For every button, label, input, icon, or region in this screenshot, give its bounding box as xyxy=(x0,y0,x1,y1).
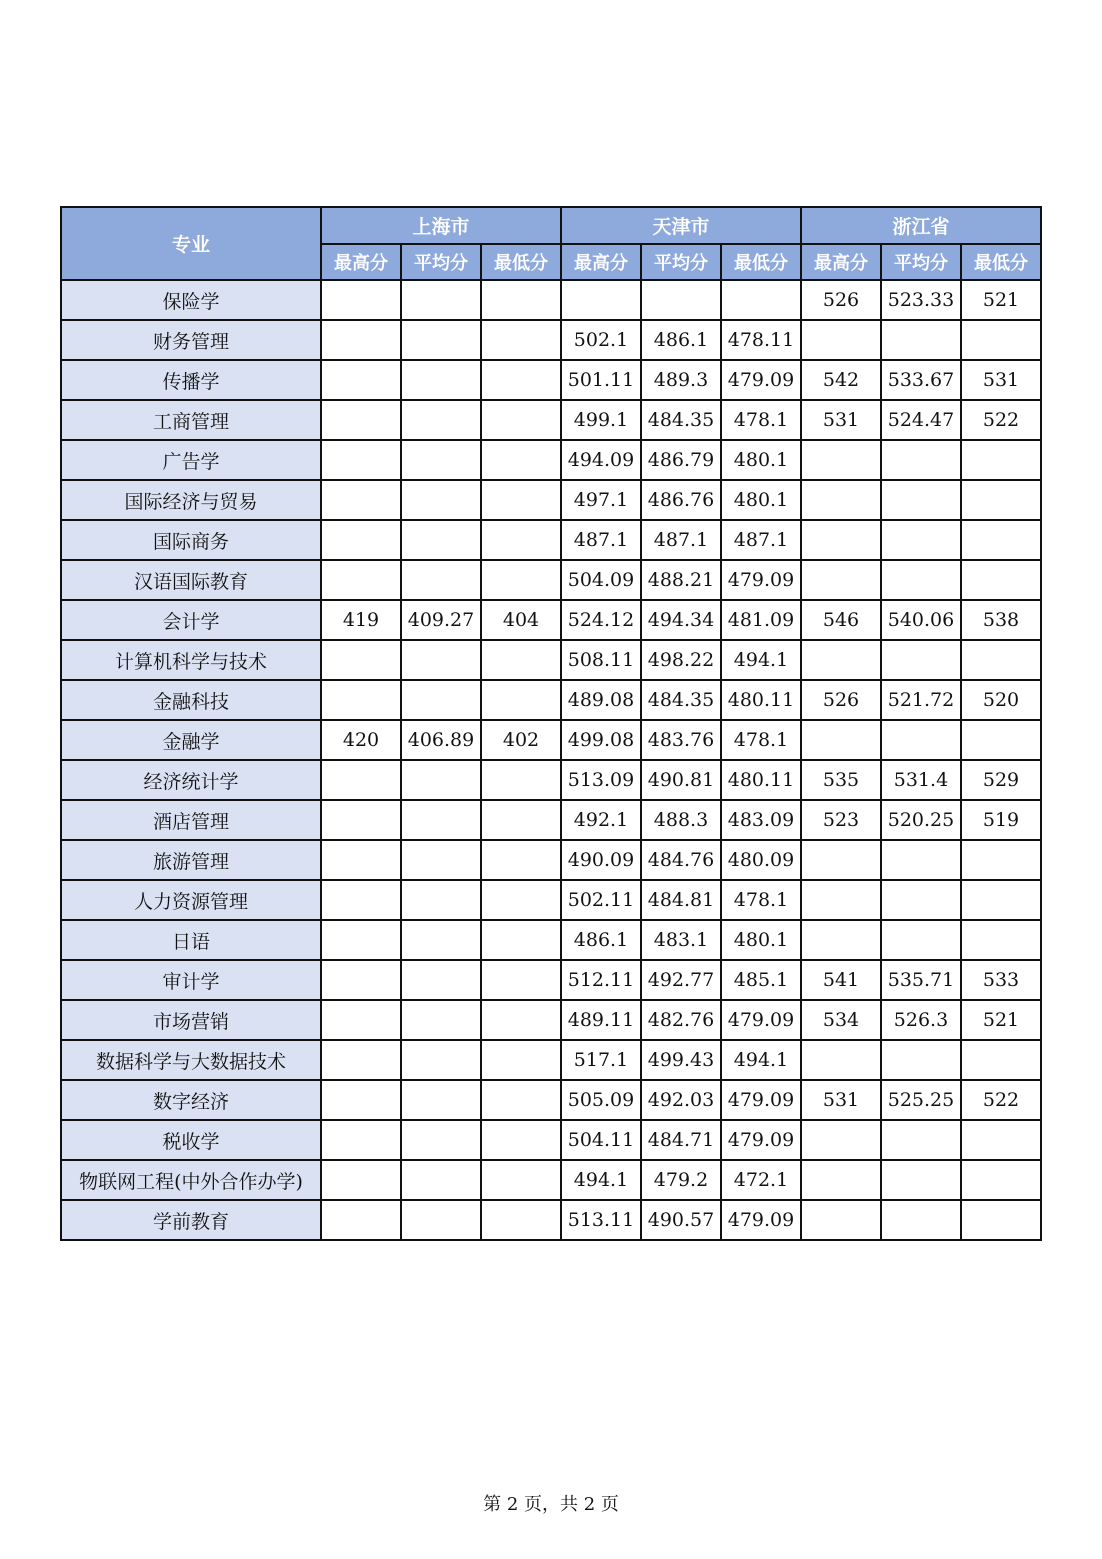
score-cell xyxy=(321,920,401,960)
score-cell: 526.3 xyxy=(881,1000,961,1040)
score-cell: 486.79 xyxy=(641,440,721,480)
major-name-cell: 国际经济与贸易 xyxy=(61,480,321,520)
score-cell: 522 xyxy=(961,1080,1041,1120)
score-cell: 488.21 xyxy=(641,560,721,600)
score-cell xyxy=(961,1200,1041,1240)
score-cell: 478.1 xyxy=(721,400,801,440)
score-cell xyxy=(481,800,561,840)
score-cell: 546 xyxy=(801,600,881,640)
score-cell: 531 xyxy=(961,360,1041,400)
score-cell: 540.06 xyxy=(881,600,961,640)
score-cell: 526 xyxy=(801,280,881,320)
score-cell xyxy=(881,480,961,520)
score-cell xyxy=(481,1000,561,1040)
score-cell xyxy=(801,720,881,760)
score-cell xyxy=(881,440,961,480)
score-cell xyxy=(401,640,481,680)
score-cell: 402 xyxy=(481,720,561,760)
page-footer: 第 2 页，共 2 页 xyxy=(483,1494,619,1515)
score-cell xyxy=(721,280,801,320)
score-cell xyxy=(801,880,881,920)
score-cell xyxy=(801,520,881,560)
score-cell xyxy=(401,1160,481,1200)
score-cell: 521 xyxy=(961,280,1041,320)
score-cell xyxy=(321,680,401,720)
score-cell xyxy=(961,480,1041,520)
table-row xyxy=(61,800,1041,840)
table-row xyxy=(61,440,1041,480)
major-name-cell: 国际商务 xyxy=(61,520,321,560)
major-name-cell: 日语 xyxy=(61,920,321,960)
subheader-min: 最低分 xyxy=(481,244,561,280)
score-cell xyxy=(881,520,961,560)
score-cell xyxy=(401,320,481,360)
major-name-cell: 广告学 xyxy=(61,440,321,480)
score-cell xyxy=(321,1200,401,1240)
score-cell: 520.25 xyxy=(881,800,961,840)
score-cell xyxy=(561,280,641,320)
table-row xyxy=(61,360,1041,400)
score-cell: 489.08 xyxy=(561,680,641,720)
score-cell xyxy=(321,1120,401,1160)
major-name-cell: 市场营销 xyxy=(61,1000,321,1040)
score-cell: 497.1 xyxy=(561,480,641,520)
score-cell: 489.3 xyxy=(641,360,721,400)
score-cell: 488.3 xyxy=(641,800,721,840)
score-cell xyxy=(401,920,481,960)
table-row xyxy=(61,1000,1041,1040)
score-cell: 535.71 xyxy=(881,960,961,1000)
score-cell: 531 xyxy=(801,1080,881,1120)
score-cell xyxy=(881,320,961,360)
table-row xyxy=(61,1200,1041,1240)
score-cell: 499.43 xyxy=(641,1040,721,1080)
table-row xyxy=(61,920,1041,960)
score-cell xyxy=(481,920,561,960)
score-cell: 494.1 xyxy=(721,640,801,680)
score-cell xyxy=(321,400,401,440)
table-row xyxy=(61,280,1041,320)
major-name-cell: 学前教育 xyxy=(61,1200,321,1240)
table-row xyxy=(61,1040,1041,1080)
major-name-cell: 税收学 xyxy=(61,1120,321,1160)
score-cell: 513.09 xyxy=(561,760,641,800)
score-cell xyxy=(321,800,401,840)
region-header-tianjin: 天津市 xyxy=(561,207,801,244)
table-row xyxy=(61,520,1041,560)
score-cell: 478.11 xyxy=(721,320,801,360)
score-cell: 531 xyxy=(801,400,881,440)
subheader-avg: 平均分 xyxy=(401,244,481,280)
major-name-cell: 金融学 xyxy=(61,720,321,760)
score-cell: 480.1 xyxy=(721,480,801,520)
score-cell: 525.25 xyxy=(881,1080,961,1120)
table-row xyxy=(61,480,1041,520)
score-cell xyxy=(801,1200,881,1240)
score-cell: 492.03 xyxy=(641,1080,721,1120)
subheader-max: 最高分 xyxy=(801,244,881,280)
score-cell xyxy=(321,560,401,600)
score-cell xyxy=(641,280,721,320)
score-cell xyxy=(881,1120,961,1160)
score-cell xyxy=(881,640,961,680)
score-cell: 485.1 xyxy=(721,960,801,1000)
score-cell xyxy=(481,480,561,520)
score-cell xyxy=(321,440,401,480)
score-cell: 533 xyxy=(961,960,1041,1000)
score-cell xyxy=(481,1120,561,1160)
score-cell: 483.1 xyxy=(641,920,721,960)
score-table xyxy=(60,206,1042,1241)
score-cell: 524.47 xyxy=(881,400,961,440)
score-cell: 472.1 xyxy=(721,1160,801,1200)
score-cell: 484.71 xyxy=(641,1120,721,1160)
score-cell: 534 xyxy=(801,1000,881,1040)
score-cell xyxy=(961,520,1041,560)
score-cell xyxy=(321,640,401,680)
score-cell: 409.27 xyxy=(401,600,481,640)
score-cell xyxy=(401,400,481,440)
score-cell: 484.35 xyxy=(641,400,721,440)
score-cell xyxy=(961,880,1041,920)
score-cell xyxy=(401,1080,481,1120)
score-cell xyxy=(481,520,561,560)
table-row xyxy=(61,400,1041,440)
score-cell: 478.1 xyxy=(721,880,801,920)
score-cell xyxy=(401,440,481,480)
score-cell xyxy=(481,1160,561,1200)
score-cell xyxy=(961,640,1041,680)
score-cell: 541 xyxy=(801,960,881,1000)
score-cell xyxy=(961,840,1041,880)
score-cell xyxy=(401,840,481,880)
score-cell: 494.1 xyxy=(721,1040,801,1080)
score-cell: 533.67 xyxy=(881,360,961,400)
score-cell: 484.76 xyxy=(641,840,721,880)
score-cell: 406.89 xyxy=(401,720,481,760)
score-cell xyxy=(321,480,401,520)
score-cell xyxy=(481,880,561,920)
major-name-cell: 工商管理 xyxy=(61,400,321,440)
score-cell: 524.12 xyxy=(561,600,641,640)
major-name-cell: 财务管理 xyxy=(61,320,321,360)
subheader-avg: 平均分 xyxy=(641,244,721,280)
subheader-min: 最低分 xyxy=(721,244,801,280)
score-cell: 529 xyxy=(961,760,1041,800)
score-cell: 479.09 xyxy=(721,560,801,600)
score-cell xyxy=(801,640,881,680)
table-row xyxy=(61,320,1041,360)
score-cell xyxy=(321,960,401,1000)
score-cell: 499.08 xyxy=(561,720,641,760)
major-name-cell: 会计学 xyxy=(61,600,321,640)
major-name-cell: 酒店管理 xyxy=(61,800,321,840)
score-cell: 479.09 xyxy=(721,360,801,400)
score-cell: 494.1 xyxy=(561,1160,641,1200)
score-cell: 487.1 xyxy=(641,520,721,560)
score-cell: 479.09 xyxy=(721,1080,801,1120)
score-cell: 480.11 xyxy=(721,680,801,720)
score-cell xyxy=(481,1200,561,1240)
score-cell xyxy=(481,560,561,600)
subheader-min: 最低分 xyxy=(961,244,1041,280)
table-row xyxy=(61,760,1041,800)
score-cell xyxy=(801,920,881,960)
score-cell: 483.09 xyxy=(721,800,801,840)
score-cell: 483.76 xyxy=(641,720,721,760)
score-cell: 479.09 xyxy=(721,1200,801,1240)
score-cell: 484.81 xyxy=(641,880,721,920)
table-row xyxy=(61,680,1041,720)
score-cell xyxy=(481,320,561,360)
score-cell xyxy=(321,760,401,800)
major-name-cell: 旅游管理 xyxy=(61,840,321,880)
score-cell: 521.72 xyxy=(881,680,961,720)
score-cell xyxy=(961,560,1041,600)
score-cell xyxy=(321,880,401,920)
score-cell: 501.11 xyxy=(561,360,641,400)
score-cell: 520 xyxy=(961,680,1041,720)
score-cell: 523.33 xyxy=(881,280,961,320)
subheader-max: 最高分 xyxy=(561,244,641,280)
score-cell xyxy=(801,1120,881,1160)
score-cell: 487.1 xyxy=(721,520,801,560)
table-row xyxy=(61,1160,1041,1200)
score-cell xyxy=(481,760,561,800)
score-cell xyxy=(481,400,561,440)
score-cell xyxy=(801,440,881,480)
score-cell: 535 xyxy=(801,760,881,800)
score-cell xyxy=(481,1040,561,1080)
score-cell xyxy=(321,1160,401,1200)
score-cell xyxy=(401,1120,481,1160)
score-cell: 404 xyxy=(481,600,561,640)
score-cell: 498.22 xyxy=(641,640,721,680)
subheader-avg: 平均分 xyxy=(881,244,961,280)
score-cell: 521 xyxy=(961,1000,1041,1040)
score-cell: 480.09 xyxy=(721,840,801,880)
score-cell xyxy=(321,1000,401,1040)
score-cell xyxy=(801,840,881,880)
score-cell: 479.2 xyxy=(641,1160,721,1200)
score-cell: 494.09 xyxy=(561,440,641,480)
score-cell: 480.1 xyxy=(721,920,801,960)
score-cell: 420 xyxy=(321,720,401,760)
score-cell: 484.35 xyxy=(641,680,721,720)
score-cell: 502.1 xyxy=(561,320,641,360)
major-name-cell: 计算机科学与技术 xyxy=(61,640,321,680)
region-header-shanghai: 上海市 xyxy=(321,207,561,244)
score-cell xyxy=(321,520,401,560)
major-name-cell: 经济统计学 xyxy=(61,760,321,800)
score-cell xyxy=(321,320,401,360)
score-cell xyxy=(401,1040,481,1080)
score-cell xyxy=(881,1200,961,1240)
score-cell: 512.11 xyxy=(561,960,641,1000)
score-cell xyxy=(401,1200,481,1240)
score-cell: 490.81 xyxy=(641,760,721,800)
table-row xyxy=(61,720,1041,760)
header-row-regions xyxy=(61,207,1041,244)
major-name-cell: 人力资源管理 xyxy=(61,880,321,920)
score-cell: 479.09 xyxy=(721,1000,801,1040)
major-name-cell: 数字经济 xyxy=(61,1080,321,1120)
score-cell: 519 xyxy=(961,800,1041,840)
score-cell: 502.11 xyxy=(561,880,641,920)
score-cell xyxy=(801,480,881,520)
score-cell: 489.11 xyxy=(561,1000,641,1040)
score-cell: 490.09 xyxy=(561,840,641,880)
score-cell: 542 xyxy=(801,360,881,400)
score-cell xyxy=(881,920,961,960)
score-cell: 494.34 xyxy=(641,600,721,640)
score-cell xyxy=(321,1040,401,1080)
score-cell xyxy=(321,1080,401,1120)
score-cell xyxy=(401,800,481,840)
score-cell xyxy=(481,640,561,680)
score-cell xyxy=(961,320,1041,360)
score-cell: 504.09 xyxy=(561,560,641,600)
score-cell xyxy=(881,1040,961,1080)
table-row xyxy=(61,840,1041,880)
score-cell: 538 xyxy=(961,600,1041,640)
score-cell xyxy=(881,840,961,880)
score-cell xyxy=(961,920,1041,960)
score-cell xyxy=(961,1160,1041,1200)
score-cell xyxy=(801,1040,881,1080)
score-cell xyxy=(401,960,481,1000)
score-cell: 492.1 xyxy=(561,800,641,840)
score-cell xyxy=(481,960,561,1000)
score-cell xyxy=(881,1160,961,1200)
score-cell xyxy=(401,480,481,520)
score-cell: 490.57 xyxy=(641,1200,721,1240)
score-cell xyxy=(401,760,481,800)
score-cell: 479.09 xyxy=(721,1120,801,1160)
score-cell xyxy=(881,880,961,920)
score-cell: 523 xyxy=(801,800,881,840)
score-cell xyxy=(321,360,401,400)
score-cell xyxy=(481,280,561,320)
score-cell xyxy=(481,440,561,480)
score-cell xyxy=(401,680,481,720)
score-cell xyxy=(801,320,881,360)
score-cell: 419 xyxy=(321,600,401,640)
score-cell xyxy=(401,360,481,400)
score-cell xyxy=(321,280,401,320)
table-body xyxy=(61,280,1041,1240)
major-name-cell: 物联网工程(中外合作办学) xyxy=(61,1160,321,1200)
score-cell: 478.1 xyxy=(721,720,801,760)
subheader-max: 最高分 xyxy=(321,244,401,280)
score-cell xyxy=(961,1120,1041,1160)
score-cell: 517.1 xyxy=(561,1040,641,1080)
score-cell: 531.4 xyxy=(881,760,961,800)
score-cell: 526 xyxy=(801,680,881,720)
table-header xyxy=(61,207,1041,280)
major-name-cell: 传播学 xyxy=(61,360,321,400)
score-cell: 482.76 xyxy=(641,1000,721,1040)
score-cell: 486.76 xyxy=(641,480,721,520)
score-cell xyxy=(321,840,401,880)
score-cell xyxy=(481,840,561,880)
score-cell xyxy=(401,280,481,320)
score-cell xyxy=(481,680,561,720)
score-cell: 481.09 xyxy=(721,600,801,640)
table-row xyxy=(61,1120,1041,1160)
score-cell xyxy=(401,880,481,920)
score-cell xyxy=(801,1160,881,1200)
score-cell xyxy=(401,560,481,600)
score-cell: 486.1 xyxy=(641,320,721,360)
score-cell xyxy=(481,360,561,400)
score-cell xyxy=(801,560,881,600)
table-row xyxy=(61,1080,1041,1120)
score-cell: 487.1 xyxy=(561,520,641,560)
score-cell xyxy=(481,1080,561,1120)
score-cell: 480.11 xyxy=(721,760,801,800)
table-row xyxy=(61,640,1041,680)
score-cell: 492.77 xyxy=(641,960,721,1000)
major-name-cell: 金融科技 xyxy=(61,680,321,720)
score-cell: 513.11 xyxy=(561,1200,641,1240)
table-row xyxy=(61,600,1041,640)
score-cell xyxy=(881,560,961,600)
score-cell xyxy=(401,1000,481,1040)
major-name-cell: 汉语国际教育 xyxy=(61,560,321,600)
score-cell: 508.11 xyxy=(561,640,641,680)
score-cell xyxy=(401,520,481,560)
score-cell xyxy=(961,1040,1041,1080)
score-cell xyxy=(961,720,1041,760)
major-name-cell: 数据科学与大数据技术 xyxy=(61,1040,321,1080)
region-header-zhejiang: 浙江省 xyxy=(801,207,1041,244)
table-row xyxy=(61,960,1041,1000)
major-name-cell: 保险学 xyxy=(61,280,321,320)
major-name-cell: 审计学 xyxy=(61,960,321,1000)
score-cell xyxy=(961,440,1041,480)
score-cell: 505.09 xyxy=(561,1080,641,1120)
table-row xyxy=(61,560,1041,600)
major-column-header: 专业 xyxy=(61,207,321,280)
score-cell: 499.1 xyxy=(561,400,641,440)
score-cell: 486.1 xyxy=(561,920,641,960)
table-row xyxy=(61,880,1041,920)
score-cell: 504.11 xyxy=(561,1120,641,1160)
score-cell: 480.1 xyxy=(721,440,801,480)
score-cell: 522 xyxy=(961,400,1041,440)
score-cell xyxy=(881,720,961,760)
